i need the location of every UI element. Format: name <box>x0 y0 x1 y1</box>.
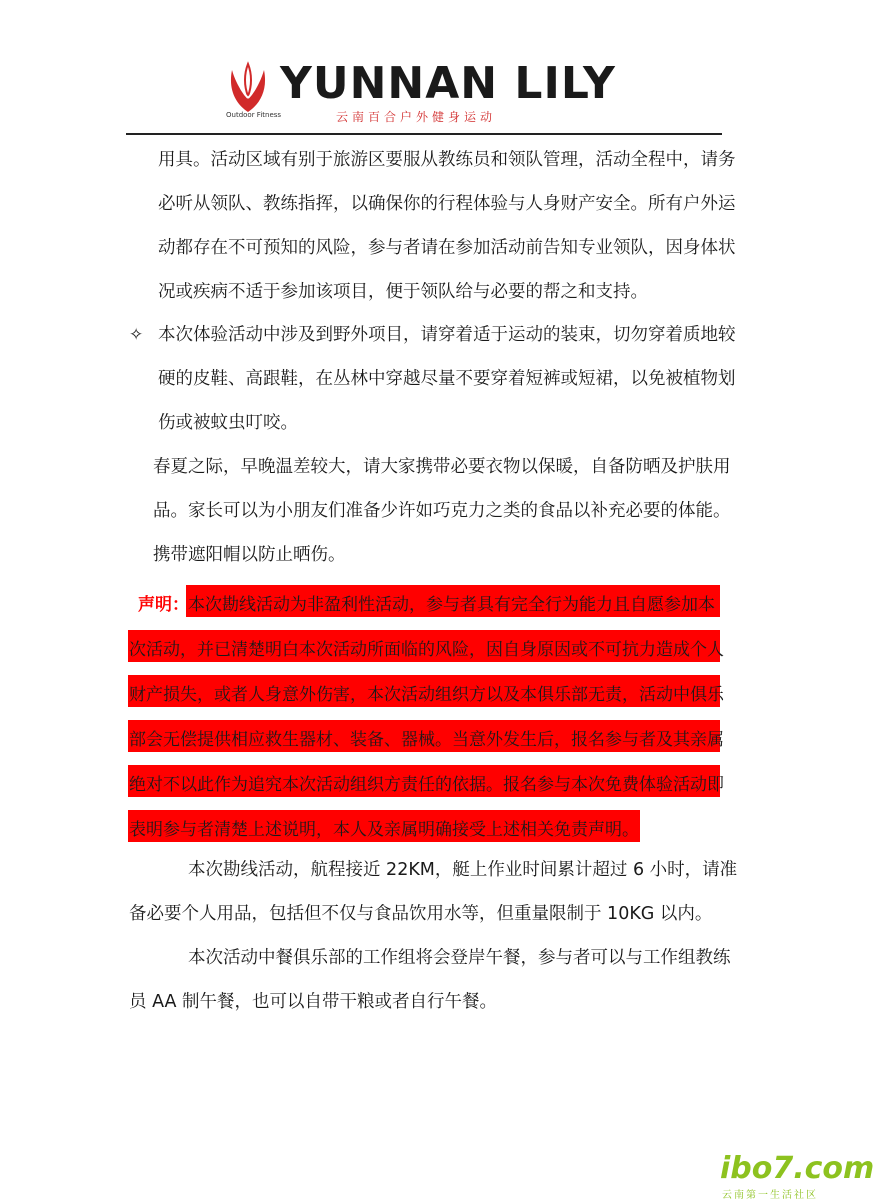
brand-name: YUNNAN LILY <box>280 58 616 109</box>
para1-line4: 况或疾病不适于参加该项目，便于领队给与必要的帮之和支持。 <box>158 282 648 302</box>
para5-line2: 员 AA 制午餐，也可以自带干粮或者自行午餐。 <box>129 992 498 1012</box>
para3-line3: 携带遮阳帽以防止晒伤。 <box>153 545 346 565</box>
para3-line2: 品。家长可以为小朋友们准备少许如巧克力之类的食品以补充必要的体能。 <box>153 501 731 521</box>
watermark-logo: ibo7.com <box>720 1151 874 1186</box>
brand-tagline: Outdoor Fitness <box>226 111 282 119</box>
para1-line2: 必听从领队、教练指挥，以确保你的行程体验与人身财产安全。所有户外运 <box>158 194 736 214</box>
declaration-line5: 绝对不以此作为追究本次活动组织方责任的依据。报名参与本次免费体验活动即 <box>129 775 724 795</box>
site-watermark <box>720 1151 874 1201</box>
declaration-line1: 本次勘线活动为非盈利性活动，参与者具有完全行为能力且自愿参加本 <box>188 595 715 615</box>
watermark-subtitle: 云南第一生活社区 <box>722 1190 818 1201</box>
header-divider <box>126 133 722 135</box>
brand-name-cn: 云南百合户外健身运动 <box>336 110 497 124</box>
para2-line2: 硬的皮鞋、高跟鞋，在丛林中穿越尽量不要穿着短裤或短裙，以免被植物划 <box>158 369 736 389</box>
para3-line1: 春夏之际，早晚温差较大，请大家携带必要衣物以保暖，自备防晒及护肤用 <box>153 457 731 477</box>
para1-line3: 动都存在不可预知的风险，参与者请在参加活动前告知专业领队，因身体状 <box>158 238 736 258</box>
declaration-line3: 财产损失，或者人身意外伤害，本次活动组织方以及本俱乐部无责，活动中俱乐 <box>129 685 724 705</box>
para4-line1: 本次勘线活动，航程接近 22KM，艇上作业时间累计超过 6 小时，请准 <box>188 860 738 880</box>
declaration-line4: 部会无偿提供相应救生器材、装备、器械。当意外发生后，报名参与者及其亲属 <box>129 730 724 750</box>
para5-line1: 本次活动中餐俱乐部的工作组将会登岸午餐，参与者可以与工作组教练 <box>188 948 731 968</box>
para2-line1: 本次体验活动中涉及到野外项目，请穿着适于运动的装束，切勿穿着质地较 <box>158 325 736 345</box>
declaration-line2: 次活动，并已清楚明白本次活动所面临的风险，因自身原因或不可抗力造成个人 <box>129 640 724 660</box>
para1-line1: 用具。活动区域有别于旅游区要服从教练员和领队管理，活动全程中，请务 <box>158 150 736 170</box>
declaration-line6: 表明参与者清楚上述说明，本人及亲属明确接受上述相关免责声明。 <box>129 820 639 840</box>
bullet-diamond-icon: ✧ <box>129 325 144 345</box>
para2-line3: 伤或被蚊虫叮咬。 <box>158 413 298 433</box>
letterhead <box>0 0 848 140</box>
para4-line2: 备必要个人用品，包括但不仅与食品饮用水等，但重量限制于 10KG 以内。 <box>129 904 713 924</box>
declaration-label: 声明： <box>138 595 189 615</box>
